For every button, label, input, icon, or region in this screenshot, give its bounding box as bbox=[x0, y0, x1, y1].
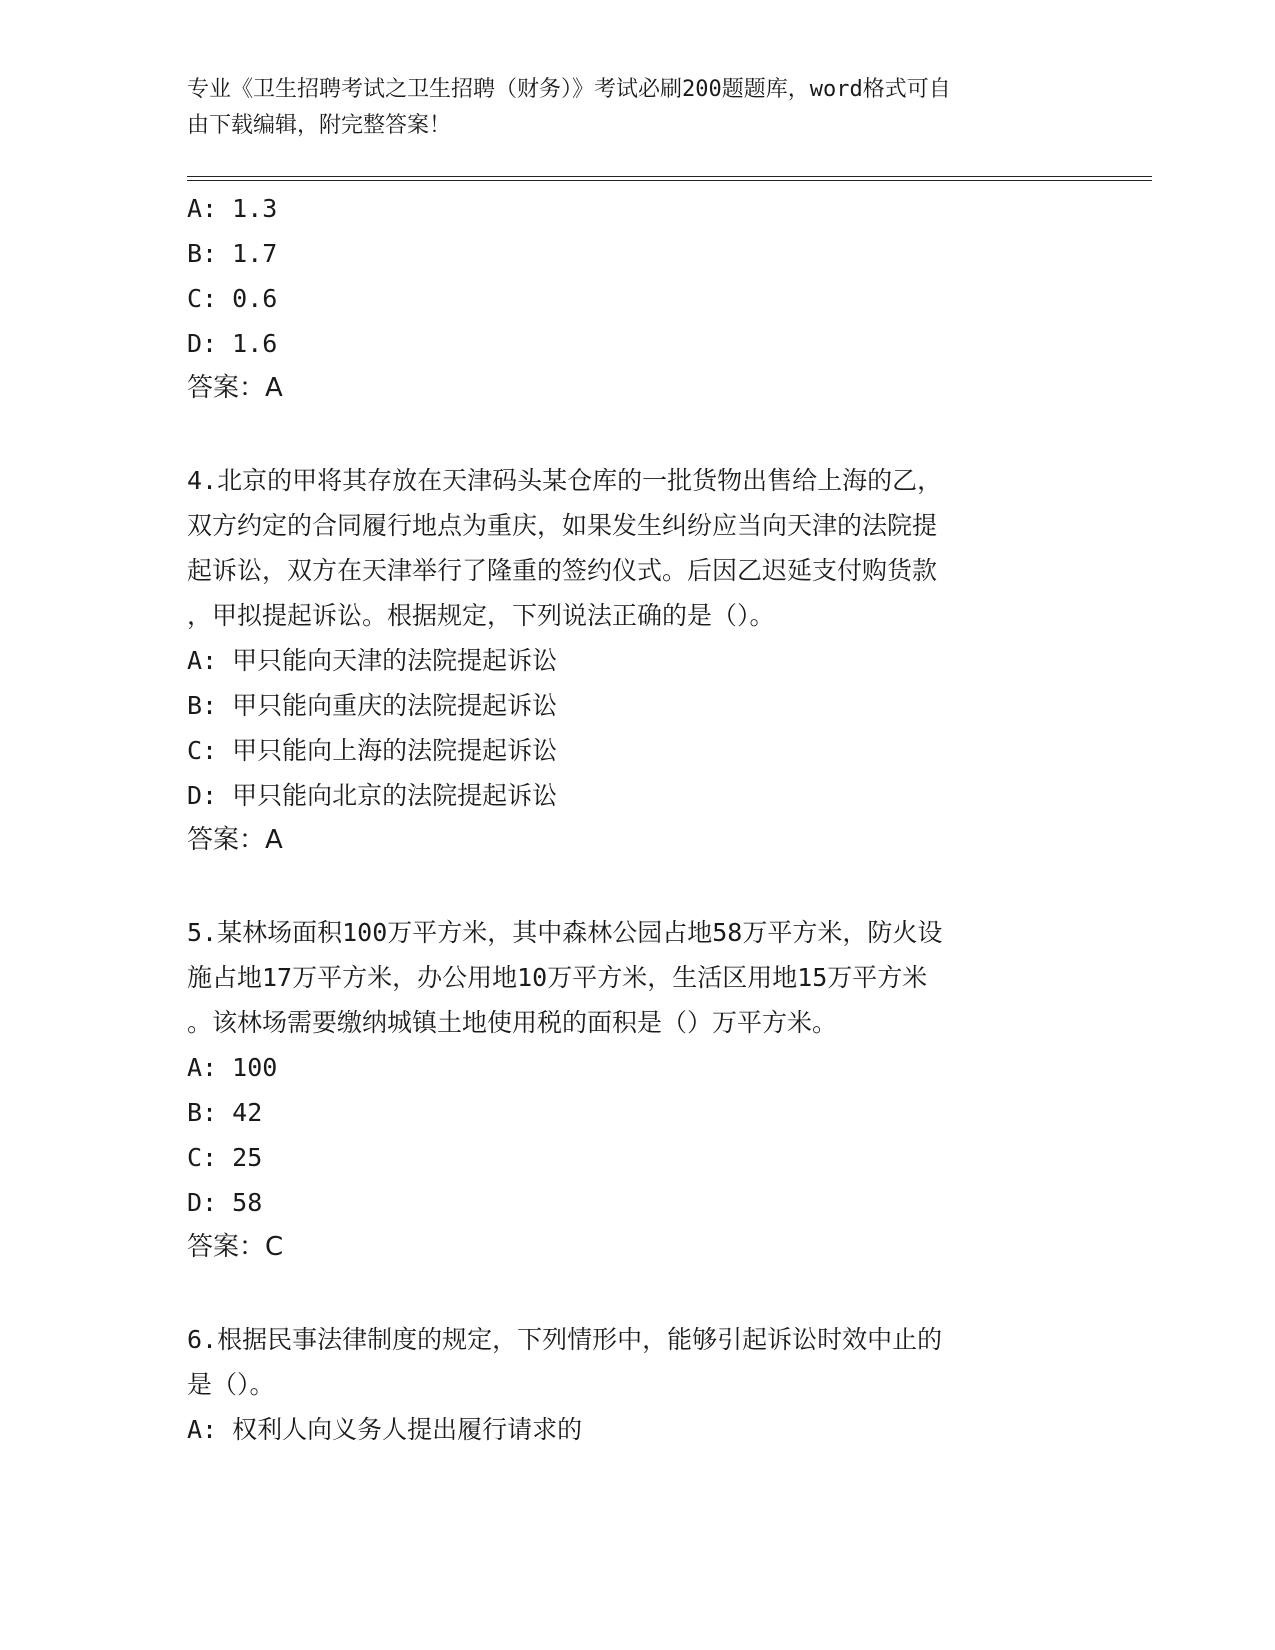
q4-stem-line-2: 双方约定的合同履行地点为重庆，如果发生纠纷应当向天津的法院提 bbox=[187, 511, 938, 540]
q4-option-c: C: 甲只能向上海的法院提起诉讼 bbox=[187, 736, 558, 765]
q3-option-c: C: 0.6 bbox=[187, 284, 278, 313]
q4-option-a: A: 甲只能向天津的法院提起诉讼 bbox=[187, 646, 558, 675]
q3-option-b: B: 1.7 bbox=[187, 239, 278, 268]
q4-stem-line-3: 起诉讼，双方在天津举行了隆重的签约仪式。后因乙迟延支付购货款 bbox=[187, 556, 938, 585]
q6-stem-line-2: 是（）。 bbox=[187, 1370, 275, 1399]
q5-stem-line-2: 施占地17万平方米，办公用地10万平方米，生活区用地15万平方米 bbox=[187, 963, 928, 992]
header-divider bbox=[187, 176, 1152, 181]
header-line-2: 由下载编辑，附完整答案！ bbox=[187, 113, 452, 138]
document-header bbox=[187, 72, 1067, 144]
q6-option-a: A: 权利人向义务人提出履行请求的 bbox=[187, 1415, 583, 1444]
q4-option-d: D: 甲只能向北京的法院提起诉讼 bbox=[187, 781, 558, 810]
q3-answer: 答案：A bbox=[187, 373, 283, 403]
q5-option-d: D: 58 bbox=[187, 1188, 263, 1217]
q4-answer: 答案：A bbox=[187, 825, 283, 855]
q5-stem-line-3: 。该林场需要缴纳城镇土地使用税的面积是（）万平方米。 bbox=[187, 1008, 838, 1037]
q4-stem-line-1: 4.北京的甲将其存放在天津码头某仓库的一批货物出售给上海的乙， bbox=[187, 466, 943, 495]
q3-option-a: A: 1.3 bbox=[187, 194, 278, 223]
q3-option-d: D: 1.6 bbox=[187, 329, 278, 358]
q5-option-a: A: 100 bbox=[187, 1053, 278, 1082]
q6-stem-line-1: 6.根据民事法律制度的规定，下列情形中，能够引起诉讼时效中止的 bbox=[187, 1325, 943, 1354]
q5-answer: 答案：C bbox=[187, 1232, 284, 1262]
q5-option-c: C: 25 bbox=[187, 1143, 263, 1172]
q4-stem-line-4: ，甲拟提起诉讼。根据规定，下列说法正确的是（）。 bbox=[187, 601, 775, 630]
q4-option-b: B: 甲只能向重庆的法院提起诉讼 bbox=[187, 691, 558, 720]
q5-option-b: B: 42 bbox=[187, 1098, 263, 1127]
q5-stem-line-1: 5.某林场面积100万平方米，其中森林公园占地58万平方米，防火设 bbox=[187, 918, 943, 947]
header-line-1: 专业《卫生招聘考试之卫生招聘（财务）》考试必刷200题题库，word格式可自 bbox=[187, 77, 951, 102]
